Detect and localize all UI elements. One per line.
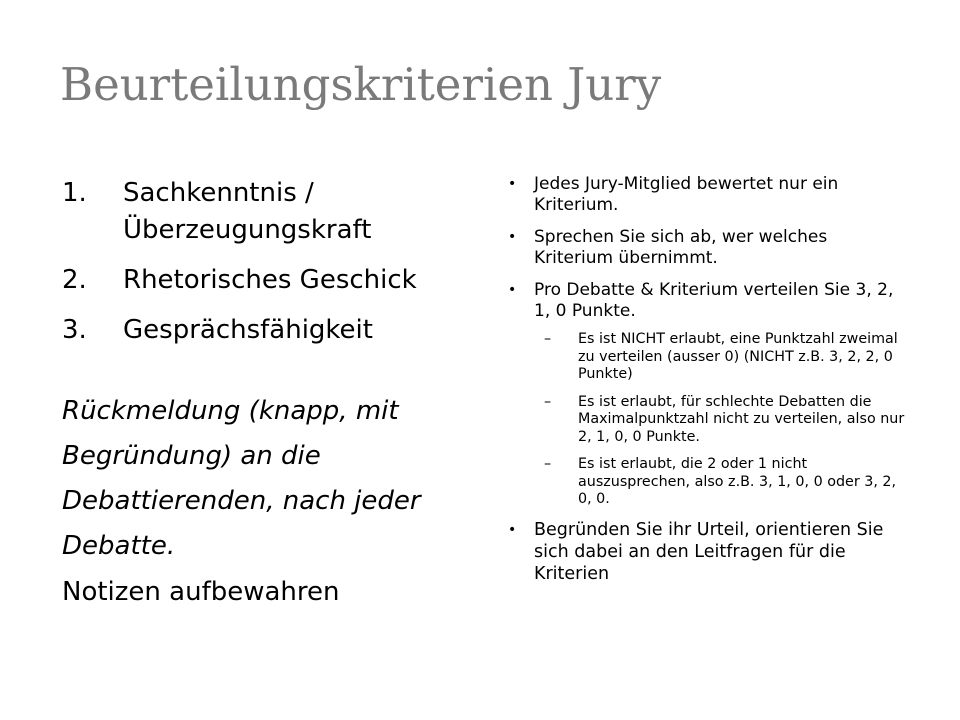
instruction-item bbox=[508, 519, 908, 585]
criteria-number: 3. bbox=[62, 315, 87, 345]
dash-icon: – bbox=[544, 331, 552, 347]
criteria-label: Rhetorisches Geschick bbox=[123, 265, 417, 295]
dash-icon: – bbox=[544, 393, 552, 410]
closing-list bbox=[508, 519, 908, 585]
criteria-label: Gesprächsfähigkeit bbox=[123, 315, 373, 345]
bullet-icon: • bbox=[508, 282, 517, 298]
instruction-text: Pro Debatte & Kriterium verteilen Sie 3, 2, 1, 0 Punkte. bbox=[534, 280, 894, 321]
criteria-number: 2. bbox=[62, 265, 87, 295]
instructions-column bbox=[508, 174, 908, 596]
instruction-item bbox=[508, 227, 908, 269]
notes-text: Notizen aufbewahren bbox=[62, 577, 340, 607]
criteria-label: Sachkenntnis / Überzeugungskraft bbox=[123, 178, 372, 245]
dash-icon: – bbox=[544, 456, 552, 472]
instruction-item bbox=[508, 280, 908, 322]
bullet-icon: • bbox=[508, 176, 517, 192]
criteria-item bbox=[62, 262, 482, 299]
instruction-text: Sprechen Sie sich ab, wer welches Kriterium übernimmt. bbox=[534, 227, 828, 268]
rule-text: Es ist erlaubt, die 2 oder 1 nicht auszusprechen, also z.B. 3, 1, 0, 0 oder 3, 2, 0, 0. bbox=[578, 456, 897, 507]
rule-item bbox=[544, 456, 908, 509]
rule-item bbox=[544, 331, 908, 384]
rules-list bbox=[508, 331, 908, 509]
bullet-icon: • bbox=[508, 229, 517, 245]
instruction-text: Jedes Jury-Mitglied bewertet nur ein Kriterium. bbox=[534, 174, 839, 215]
criteria-item bbox=[62, 175, 482, 249]
criteria-number: 1. bbox=[62, 178, 87, 208]
rule-text: Es ist erlaubt, für schlechte Debatten die Maximalpunktzahl nicht zu verteilen, also nur 2, 1, 0, 0 Punkte. bbox=[578, 393, 905, 445]
instruction-text: Begründen Sie ihr Urteil, orientieren Sie sich dabei an den Leitfragen für die Kriterien bbox=[534, 519, 884, 584]
bullet-icon: • bbox=[508, 521, 517, 538]
criteria-list bbox=[62, 175, 482, 349]
criteria-column bbox=[62, 175, 482, 612]
instructions-list bbox=[508, 174, 908, 322]
rule-item bbox=[544, 394, 908, 447]
feedback-text: Rückmeldung (knapp, mit Begründung) an die Debattierenden, nach jeder Debatte. bbox=[62, 396, 421, 561]
rule-text: Es ist NICHT erlaubt, eine Punktzahl zweimal zu verteilen (ausser 0) (NICHT z.B. 3, 2, 2, 0 Punkte) bbox=[578, 331, 898, 382]
instruction-item bbox=[508, 174, 908, 216]
slide-title: Beurteilungskriterien Jury bbox=[60, 58, 662, 111]
criteria-item bbox=[62, 312, 482, 349]
